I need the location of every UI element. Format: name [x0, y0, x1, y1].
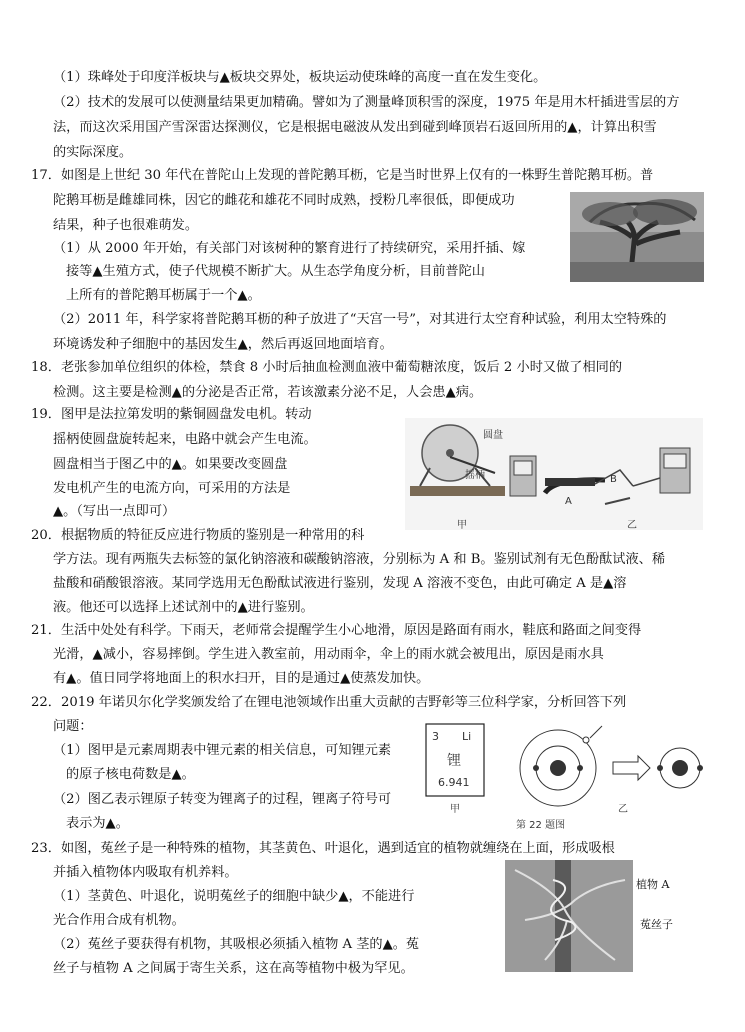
q20-line3: 盐酸和硝酸银溶液。某同学选用无色酚酞试液进行鉴别，发现 A 溶液不变色，由此可确定 A 是▲溶	[53, 576, 627, 591]
faraday-generator-figure	[405, 418, 703, 530]
element-name: 锂	[447, 753, 461, 769]
label-yi: 乙	[618, 804, 628, 815]
q21-line1: 21．生活中处处有科学。下雨天，老师常会提醒学生小心地滑，原因是路面有雨水，鞋底和路面之间变得	[31, 623, 642, 638]
q22-part2-line2: 表示为▲。	[66, 816, 129, 831]
q21-line3: 有▲。值日同学将地面上的积水扫开，目的是通过▲使蒸发加快。	[53, 671, 430, 686]
figure-caption: 第 22 题图	[516, 820, 566, 831]
label-jia: 甲	[450, 804, 460, 815]
q23-line2: 并插入植物体内吸取有机养料。	[53, 865, 238, 880]
q22-part1-line1: （1）图甲是元素周期表中锂元素的相关信息，可知锂元素	[53, 743, 392, 758]
q19-line5: ▲。（写出一点即可）	[53, 504, 176, 519]
q19-line3: 圆盘相当于图乙中的▲。如果要改变圆盘	[53, 457, 288, 472]
q23-part1-line2: 光合作用合成有机物。	[53, 913, 185, 928]
q23-part2-line1: （2）菟丝子要获得有机物，其吸根必须插入植物 A 茎的▲。菟	[53, 937, 420, 952]
label-jia: 甲	[457, 520, 467, 530]
q19-line2: 摇柄使圆盘旋转起来，电路中就会产生电流。	[53, 432, 317, 447]
atomic-number: 3	[432, 730, 439, 743]
q22-part2-line1: （2）图乙表示锂原子转变为锂离子的过程，锂离子符号可	[53, 792, 392, 807]
label-plant-a: 植物 A	[636, 878, 670, 891]
q19-line1: 19．图甲是法拉第发明的紫铜圆盘发电机。转动	[31, 407, 312, 422]
label-B: B	[610, 474, 617, 485]
q17-part1-line1: （1）从 2000 年开始，有关部门对该树种的繁育进行了持续研究，采用扦插、嫁	[53, 241, 526, 256]
label-yi: 乙	[627, 520, 637, 530]
q17-part1-line2: 接等▲生殖方式，使子代规模不断扩大。从生态学角度分析，目前普陀山	[66, 264, 485, 279]
q20-line4: 液。他还可以选择上述试剂中的▲进行鉴别。	[53, 600, 314, 615]
q22-part1-line2: 的原子核电荷数是▲。	[66, 767, 195, 782]
q16-part1: （1）珠峰处于印度洋板块与▲板块交界处，板块运动使珠峰的高度一直在发生变化。	[53, 70, 547, 85]
q21-line2: 光滑，▲减小，容易摔倒。学生进入教室前，用动雨伞，伞上的雨水就会被甩出，原因是雨水具	[53, 647, 604, 662]
q23-part1-line1: （1）茎黄色、叶退化，说明菟丝子的细胞中缺少▲，不能进行	[53, 889, 415, 904]
label-disk: 圆盘	[483, 430, 503, 441]
dodder-photo	[505, 860, 633, 972]
q18-line1: 18．老张参加单位组织的体检，禁食 8 小时后抽血检测血液中葡萄糖浓度，饭后 2 小时又做了相同的	[31, 360, 623, 375]
q17-part2-line1: （2）2011 年，科学家将普陀鹅耳枥的种子放进了“天宫一号”，对其进行太空育种试验，利用太空特殊的	[53, 312, 667, 327]
q23-part2-line2: 丝子与植物 A 之间属于寄生关系，这在高等植物中极为罕见。	[53, 961, 414, 976]
label-dodder: 菟丝子	[640, 918, 673, 931]
q17-part1-line3: 上所有的普陀鹅耳枥属于一个▲。	[66, 288, 261, 303]
q22-line1: 22．2019 年诺贝尔化学奖颁发给了在锂电池领域作出重大贡献的吉野彰等三位科学家，分析回答下列	[31, 695, 627, 710]
q16-part2-line2: 法，而这次采用国产雪深雷达探测仪，它是根据电磁波从发出到碰到峰顶岩石返回所用的▲，计算出积雪	[53, 120, 657, 135]
q17-part2-line2: 环境诱发种子细胞中的基因发生▲，然后再返回地面培育。	[53, 337, 393, 352]
q17-line2: 陀鹅耳枥是雌雄同株，因它的雌花和雄花不同时成熟，授粉几率很低，即便成功	[53, 193, 515, 208]
tree-photo	[570, 192, 704, 282]
atomic-mass: 6.941	[438, 776, 470, 789]
q16-part2-line3: 的实际深度。	[53, 145, 133, 160]
lithium-figure	[418, 720, 703, 832]
label-A: A	[565, 496, 572, 507]
q18-line2: 检测。这主要是检测▲的分泌是否正常，若该激素分泌不足，人会患▲病。	[53, 385, 483, 400]
label-handle: 摇柄	[465, 470, 485, 481]
q23-line1: 23．如图，菟丝子是一种特殊的植物，其茎黄色、叶退化，遇到适宜的植物就缠绕在上面，形成吸根	[31, 841, 615, 856]
q19-line4: 发电机产生的电流方向，可采用的方法是	[53, 481, 291, 496]
q17-line1: 17．如图是上世纪 30 年代在普陀山上发现的普陀鹅耳枥，它是当时世界上仅有的一株野生普陀鹅耳枥。普	[31, 168, 654, 183]
q17-line3: 结果，种子也很难萌发。	[53, 218, 199, 233]
q22-line2: 问题：	[53, 719, 93, 734]
q20-line2: 学方法。现有两瓶失去标签的氯化钠溶液和碳酸钠溶液，分别标为 A 和 B。鉴别试剂有无色酚酞试液、稀	[53, 552, 666, 567]
element-symbol: Li	[462, 730, 472, 743]
q20-line1: 20．根据物质的特征反应进行物质的鉴别是一种常用的科	[31, 528, 365, 543]
q16-part2-line1: （2）技术的发展可以使测量结果更加精确。譬如为了测量峰顶积雪的深度，1975 年是用木杆插进雪层的方	[53, 95, 680, 110]
